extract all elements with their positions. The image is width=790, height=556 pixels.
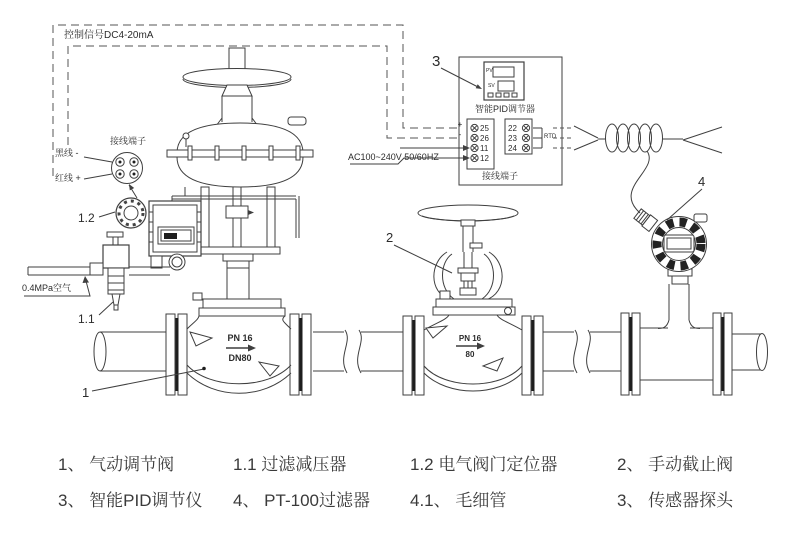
positioner-terminals-title: 接线端子 xyxy=(110,136,147,146)
legend-item: 3、 智能PID调节仪 xyxy=(58,491,203,510)
valve-yoke xyxy=(434,243,502,300)
legend-item: 4.1、 毛细管 xyxy=(410,491,507,510)
control-signal-label: 控制信号DC4-20mA xyxy=(64,30,154,41)
positioner-terminal-connector xyxy=(110,135,146,198)
legend-item: 1.2 电气阀门定位器 xyxy=(410,455,558,474)
legend-item: 3、 传感器探头 xyxy=(617,491,734,510)
plus-sign: + xyxy=(457,120,463,129)
black-wire-label: 黑线 - xyxy=(55,148,79,158)
ac-power-wiring xyxy=(348,145,470,164)
sensor-assembly xyxy=(621,208,768,395)
valve-body xyxy=(166,293,311,395)
terminal-block-right xyxy=(505,119,532,154)
callout-1-2: 1.2 xyxy=(78,211,95,225)
callout-3: 3 xyxy=(432,53,441,70)
terminal-11: 11 xyxy=(480,144,489,153)
rtd-label: RTD xyxy=(544,134,557,140)
ac-power-label: AC100~240V 50/60HZ xyxy=(348,152,439,162)
legend-item: 1、 气动调节阀 xyxy=(58,455,175,474)
diaphragm-actuator xyxy=(167,117,313,187)
terminal-22: 22 xyxy=(508,124,517,133)
minus-sign: - xyxy=(458,130,462,139)
terminal-12: 12 xyxy=(480,154,489,163)
pipe-section xyxy=(313,330,403,373)
callout-1: 1 xyxy=(82,385,90,400)
pipe-section xyxy=(543,330,621,373)
sensor-spool-pipe xyxy=(621,284,768,395)
pid-sv-label: SV xyxy=(488,83,495,89)
air-port-icon xyxy=(288,117,306,125)
pid-controller-device xyxy=(484,62,524,100)
terminal-25: 25 xyxy=(480,124,489,133)
terminal-24: 24 xyxy=(508,144,517,153)
valve2-dn-marking: 80 xyxy=(465,350,475,359)
bleed-valve-icon xyxy=(183,133,189,139)
terminal-26: 26 xyxy=(480,134,489,143)
manual-valve-body xyxy=(403,308,543,396)
callout-4: 4 xyxy=(698,174,706,189)
cable-gland-icon xyxy=(633,208,657,231)
pressure-gauge-icon xyxy=(169,254,185,270)
actuator-handwheel xyxy=(183,48,291,130)
inlet-pipe xyxy=(94,332,166,371)
valve1-dn-marking: DN80 xyxy=(228,353,252,363)
pid-pv-label: PV xyxy=(486,68,493,74)
legend-item: 4、 PT-100过滤器 xyxy=(233,491,370,510)
air-supply-callout xyxy=(22,276,90,296)
legend-item: 2、 手动截止阀 xyxy=(617,455,734,474)
callout-1-1: 1.1 xyxy=(78,312,95,326)
terminal-23: 23 xyxy=(508,134,517,143)
stem-coupling xyxy=(226,206,248,218)
callout-2: 2 xyxy=(386,230,394,245)
pneumatic-control-valve xyxy=(22,48,313,395)
red-wire-label: 红线 + xyxy=(55,173,81,183)
valve2-pn-marking: PN 16 xyxy=(458,334,482,343)
regulator-knob-icon xyxy=(107,232,123,237)
manual-shutoff-valve xyxy=(403,205,543,395)
pid-enclosure xyxy=(458,57,562,185)
air-supply-label: 0.4MPa空气 xyxy=(22,283,72,293)
valve1-pn-marking: PN 16 xyxy=(227,333,253,343)
pid-terminals-title: 接线端子 xyxy=(481,171,519,181)
capillary-coil-icon xyxy=(606,124,663,152)
pid-title: 智能PID调节器 xyxy=(474,104,536,114)
sensor-probe-head xyxy=(633,208,707,284)
legend-item: 1.1 过滤减压器 xyxy=(233,455,347,474)
pressure-gauge-icon xyxy=(151,256,162,268)
